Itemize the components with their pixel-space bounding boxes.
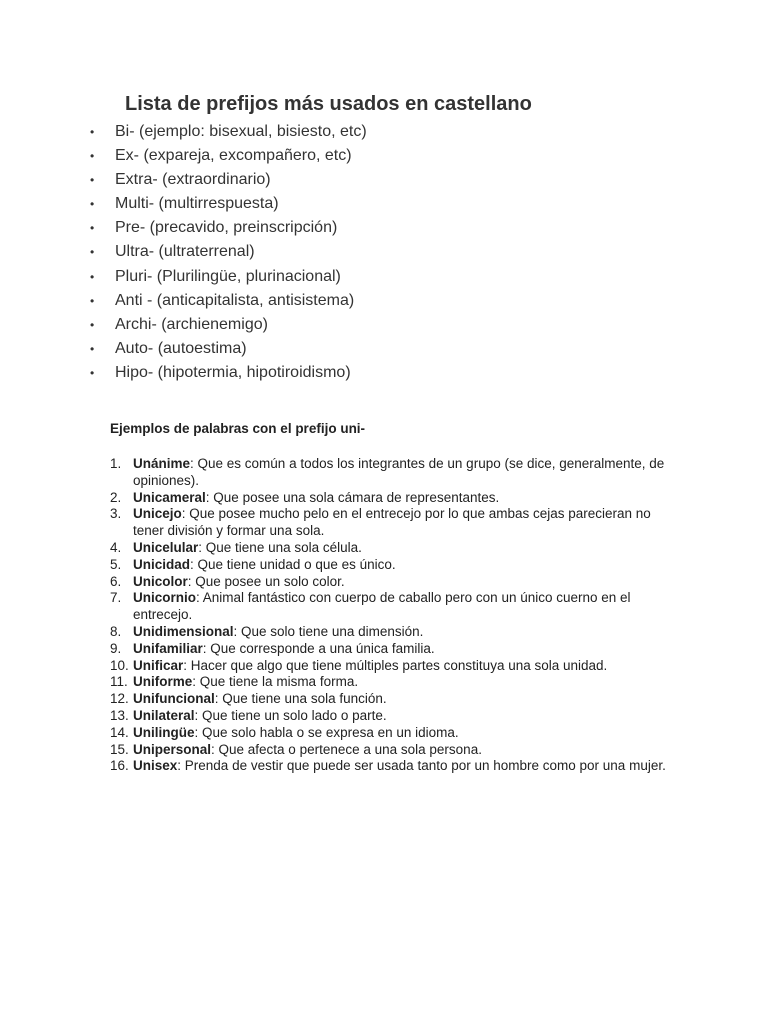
item-number: 3. [110,506,122,522]
example-definition: : Que posee mucho pelo en el entrecejo por lo que ambas cejas parecieran no tener división y formar una sola. [133,506,651,539]
prefix-item: • Extra- (extraordinario) [90,168,367,192]
item-number: 10. [110,657,129,673]
example-item [110,725,670,742]
item-number: 12. [110,691,129,707]
example-word: Unicolor [133,573,188,589]
item-number: 16. [110,758,129,774]
prefix-item: • Ex- (expareja, excompañero, etc) [90,144,367,168]
example-item [110,742,670,759]
example-definition: : Que tiene una sola célula. [198,539,362,555]
example-word: Unicejo [133,506,182,522]
item-number: 8. [110,623,122,639]
example-definition: : Animal fantástico con cuerpo de caballo pero con un único cuerno en el entrecejo. [133,590,631,623]
example-item [110,490,670,507]
prefix-item: • Anti - (anticapitalista, antisistema) [90,289,367,313]
example-word: Unipersonal [133,741,212,757]
prefix-item: • Pre- (precavido, preinscripción) [90,216,367,240]
prefix-item: • Bi- (ejemplo: bisexual, bisiesto, etc) [90,120,367,144]
example-item [110,708,670,725]
item-number: 4. [110,539,122,555]
prefix-item: • Multi- (multirrespuesta) [90,192,367,216]
page-title: Lista de prefijos más usados en castellano [125,93,532,115]
example-definition: : Que posee una sola cámara de representantes. [205,489,500,505]
prefix-item: • Pluri- (Plurilingüe, plurinacional) [90,265,367,289]
example-item [110,574,670,591]
example-definition: : Que tiene un solo lado o parte. [194,707,387,723]
item-number: 11. [110,674,128,690]
example-word: Unifuncional [133,691,215,707]
example-item [110,540,670,557]
item-number: 1. [110,456,122,471]
example-item [110,658,670,675]
prefix-item: • Ultra- (ultraterrenal) [90,240,367,264]
example-item [110,557,670,574]
item-number: 15. [110,741,129,757]
examples-heading: Ejemplos de palabras con el prefijo uni- [110,421,366,436]
example-item [110,506,670,540]
item-number: 13. [110,707,129,723]
example-definition: : Prenda de vestir que puede ser usada tanto por un hombre como por una mujer. [177,758,666,774]
example-item [110,590,670,624]
item-number: 2. [110,489,122,505]
example-definition: : Que afecta o pertenece a una sola persona. [211,741,482,757]
example-word: Unifamiliar [133,640,203,656]
example-definition: : Que posee un solo color. [187,573,345,589]
example-definition: : Hacer que algo que tiene múltiples partes constituya una sola unidad. [183,657,608,673]
example-word: Unicidad [133,556,191,572]
item-number: 5. [110,556,122,572]
example-definition: : Que solo tiene una dimensión. [233,623,424,639]
example-word: Unicornio [133,590,196,606]
example-item [110,758,670,775]
example-word: Unilateral [133,707,195,723]
example-definition: : Que solo habla o se expresa en un idioma. [194,724,459,740]
example-word: Unificar [133,657,184,673]
example-item [110,674,670,691]
item-number: 7. [110,590,122,606]
item-number: 14. [110,724,129,740]
prefix-item: • Hipo- (hipotermia, hipotiroidismo) [90,361,367,385]
examples-list [110,456,670,775]
example-item [110,641,670,658]
example-definition: : Que corresponde a una única familia. [202,640,435,656]
prefix-item: • Auto- (autoestima) [90,337,367,361]
prefix-list [90,120,367,385]
item-number: 6. [110,573,122,589]
example-word: Unicameral [133,489,206,505]
example-definition: : Que tiene la misma forma. [192,674,359,690]
example-word: Uniforme [133,674,193,690]
example-item [110,691,670,708]
example-word: Unicelular [133,539,199,555]
prefix-item: • Archi- (archienemigo) [90,313,367,337]
example-definition: : Que es común a todos los integrantes de un grupo (se dice, generalmente, de opiniones). [133,456,665,488]
example-item [110,456,670,490]
example-definition: : Que tiene unidad o que es único. [190,556,396,572]
example-word: Unisex [133,758,178,774]
example-word: Unilingüe [133,724,195,740]
example-definition: : Que tiene una sola función. [214,691,387,707]
example-item [110,624,670,641]
item-number: 9. [110,640,122,656]
example-word: Unánime [133,456,191,471]
example-word: Unidimensional [133,623,234,639]
